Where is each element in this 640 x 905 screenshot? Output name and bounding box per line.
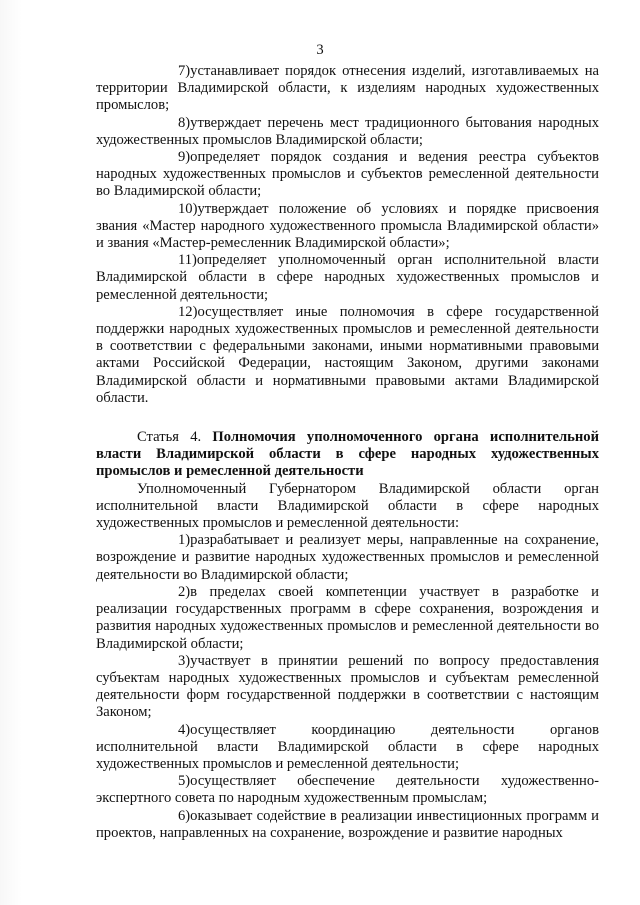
list-item: [96, 532, 599, 584]
list-item: [96, 115, 599, 149]
article-prefix: Статья 4.: [137, 429, 202, 446]
list-item-text: оказывает содействие в реализации инвестиционных программ и проектов, направленных на сохранение, возрождение и развитие народных: [96, 807, 599, 841]
list-item: [96, 722, 599, 774]
list-item-number: 12): [178, 303, 198, 320]
section-gap: [96, 407, 599, 429]
list-item: [96, 773, 599, 807]
list-item-number: 7): [178, 63, 191, 79]
list-item-text: утверждает положение об условиях и порядке присвоения звания «Мастер народного художественного промысла Владимирской области» и звания «Мастер-ремесленник Владимирской области»;: [96, 200, 599, 252]
list-item-text: осуществляет обеспечение деятельности художественно-экспертного совета по народным художественным промыслам;: [96, 773, 599, 807]
list-item-text: осуществляет иные полномочия в сфере государственной поддержки народных художественных промыслов и ремесленной деятельности в соответствии с федеральными законами, иными нормативными правовыми актами Российской Федерации, настоящим Законом, другими законами Владимирской области и нормативными правовыми актами Владимирской области.: [96, 303, 599, 406]
scan-edge-shadow: [0, 0, 22, 905]
list-item: [96, 252, 599, 304]
list-item-text: разрабатывает и реализует меры, направленные на сохранение, возрождение и развитие народных художественных промыслов и ремесленной деятельности во Владимирской области;: [96, 532, 599, 583]
list-item-number: 11): [178, 252, 197, 269]
list-item-text: определяет уполномоченный орган исполнительной власти Владимирской области в сфере народных художественных промыслов и ремесленной деятельности;: [96, 252, 599, 303]
list-item: [96, 584, 599, 653]
list-item: [96, 653, 599, 722]
list-item-text: участвует в принятии решений по вопросу предоставления субъектам народных художественных промыслов и субъектам ремесленной деятельности форм государственной поддержки в соответствии с настоящим Законом;: [96, 652, 599, 721]
list-item-text: устанавливает порядок отнесения изделий, изготавливаемых на территории Владимирской области, к изделиям народных художественных промыслов;: [96, 63, 599, 114]
article-heading: [96, 429, 599, 481]
list-item-text: определяет порядок создания и ведения реестра субъектов народных художественных промыслов и субъектов ремесленной деятельности во Владимирской области;: [96, 149, 599, 200]
article-title: Полномочия уполномоченного органа исполнительной власти Владимирской области в сфере народных художественных промыслов и ремесленной деятельности: [96, 429, 599, 480]
list-item-number: 2): [178, 583, 191, 600]
list-item-number: 8): [178, 114, 191, 131]
list-item-number: 6): [178, 807, 191, 824]
list-item: [96, 63, 599, 115]
document-body: [96, 63, 599, 842]
list-item: [96, 201, 599, 253]
list-item-number: 1): [178, 532, 191, 549]
list-item-number: 10): [178, 200, 198, 217]
page-number: 3: [316, 42, 324, 58]
list-item-text: осуществляет координацию деятельности органов исполнительной власти Владимирской области в сфере народных художественных промыслов и ремесленной деятельности;: [96, 721, 599, 772]
list-item-number: 5): [178, 773, 191, 790]
list-item-number: 9): [178, 149, 191, 166]
article-intro: Уполномоченный Губернатором Владимирской области орган исполнительной власти Владимирской области в сфере народных художественных промыслов и ремесленной деятельности:: [96, 480, 599, 532]
list-item-text: в пределах своей компетенции участвует в разработке и реализации государственных программ в сфере сохранения, возрождения и развития народных художественных промыслов и ремесленной деятельности во Владимирской области;: [96, 583, 599, 652]
list-item-number: 3): [178, 652, 191, 669]
list-item: [96, 808, 599, 842]
list-item: [96, 304, 599, 407]
list-item-number: 4): [178, 721, 191, 738]
list-item: [96, 149, 599, 201]
list-item-text: утверждает перечень мест традиционного бытования народных художественных промыслов Владимирской области;: [96, 114, 599, 148]
